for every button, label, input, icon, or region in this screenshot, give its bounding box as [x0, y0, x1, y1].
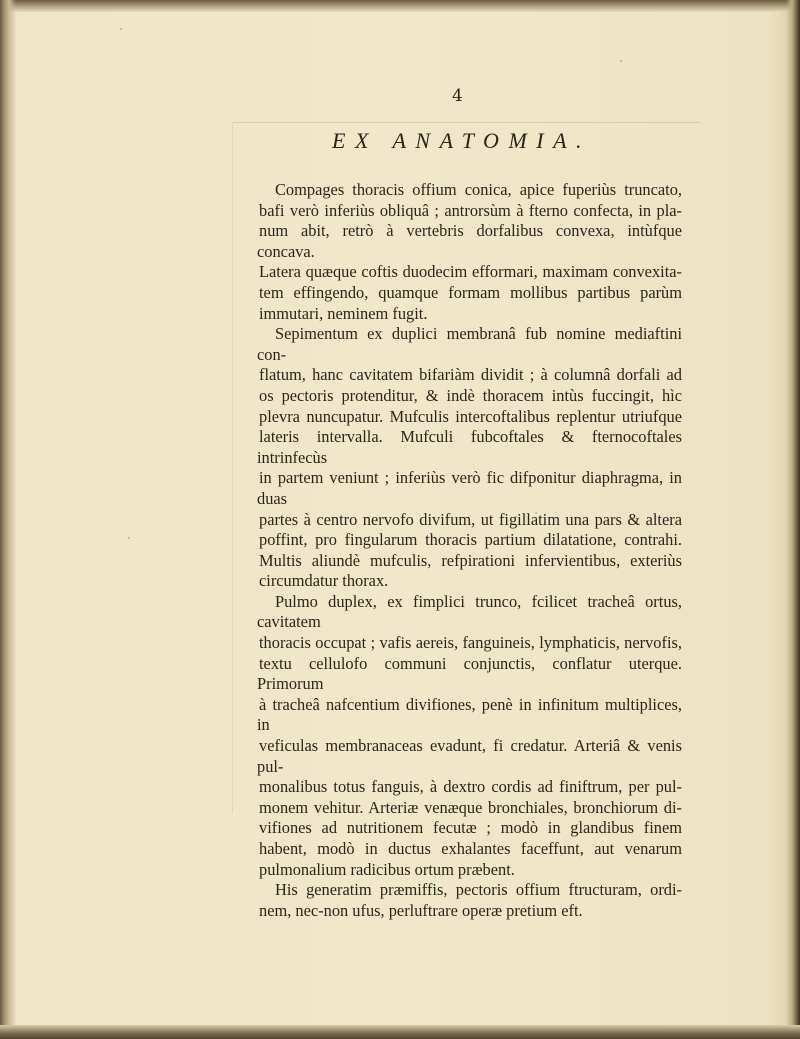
paragraph [257, 324, 682, 592]
text-line: tem effingendo, quamque formam mollibus partibus parùm [259, 282, 682, 302]
paper-speck [535, 512, 537, 514]
paper-speck [128, 537, 130, 539]
page-top-edge [0, 0, 800, 12]
text-line: Pulmo duplex, ex fimplici trunco, fcilicet tracheâ ortus, cavitatem [257, 591, 682, 632]
paragraph [257, 180, 682, 324]
text-line: habent, modò in ductus exhalantes faceffunt, aut venarum [259, 839, 682, 858]
text-line: in partem veniunt ; inferiùs verò fic difponitur diaphragma, in duas [257, 468, 682, 508]
page-left-edge [0, 0, 16, 1039]
paper-speck [620, 60, 622, 62]
page-number: 4 [452, 86, 463, 106]
text-line: Multis aliundè mufculis, refpirationi infervientibus, exteriùs [259, 550, 682, 570]
text-line: circumdatur thorax. [259, 571, 389, 591]
text-line: bafi verò inferiùs obliquâ ; antrorsùm à fterno confecta, in pla- [259, 200, 682, 220]
text-line: Latera quæque coftis duodecim efformari, maximam convexita- [259, 262, 682, 282]
text-line: veficulas membranaceas evadunt, fi credatur. Arteriâ & venis pul- [257, 736, 682, 776]
text-line: monem vehitur. Arteriæ venæque bronchiales, bronchiorum di- [259, 797, 682, 817]
paper-speck [120, 28, 122, 30]
page-right-edge [786, 0, 800, 1039]
text-line: textu cellulofo communi conjunctis, conflatur uterque. Primorum [257, 653, 682, 694]
text-line: vifiones ad nutritionem fecutæ ; modò in glandibus finem [259, 818, 682, 838]
page-bottom-edge [0, 1025, 800, 1039]
text-line: immutari, neminem fugit. [259, 303, 428, 323]
text-line: os pectoris protenditur, & indè thoracem intùs fuccingit, hìc [259, 385, 682, 405]
paper-speck [598, 746, 600, 748]
body-text [257, 180, 682, 921]
text-line: His generatim præmiffis, pectoris offium ftructuram, ordi- [275, 880, 682, 900]
text-line: à tracheâ nafcentium divifiones, penè in infinitum multiplices, in [257, 694, 682, 735]
text-line: partes à centro nervofo divifum, ut figillatim una pars & altera [259, 509, 682, 529]
text-line: poffint, pro fingularum thoracis partium dilatatione, contrahi. [259, 530, 682, 550]
text-line: monalibus totus fanguis, à dextro cordis ad finiftrum, per pul- [259, 777, 682, 797]
text-line: lateris intervalla. Mufculi fubcoftales & fternocoftales intrinfecùs [257, 427, 682, 467]
text-line: pulmonalium radicibus ortum præbent. [259, 859, 515, 879]
text-line: flatum, hanc cavitatem bifariàm dividit ; à columnâ dorfali ad [259, 365, 682, 385]
text-line: Sepimentum ex duplici membranâ fub nomine mediaftini con- [257, 324, 682, 364]
section-heading: EX ANATOMIA. [332, 128, 592, 153]
paragraph [257, 592, 682, 880]
text-line: nem, nec-non ufus, perluftrare operæ pretium eft. [259, 900, 583, 920]
paragraph [257, 880, 682, 921]
text-line: plevra nuncupatur. Mufculis intercoftalibus replentur utriufque [259, 406, 682, 426]
text-line: num abit, retrò à vertebris dorfalibus convexa, intùfque concava. [257, 221, 682, 261]
text-line: Compages thoracis offium conica, apice fuperiùs truncato, [275, 180, 682, 199]
text-line: thoracis occupat ; vafis aereis, fanguineis, lymphaticis, nervofis, [259, 633, 682, 653]
